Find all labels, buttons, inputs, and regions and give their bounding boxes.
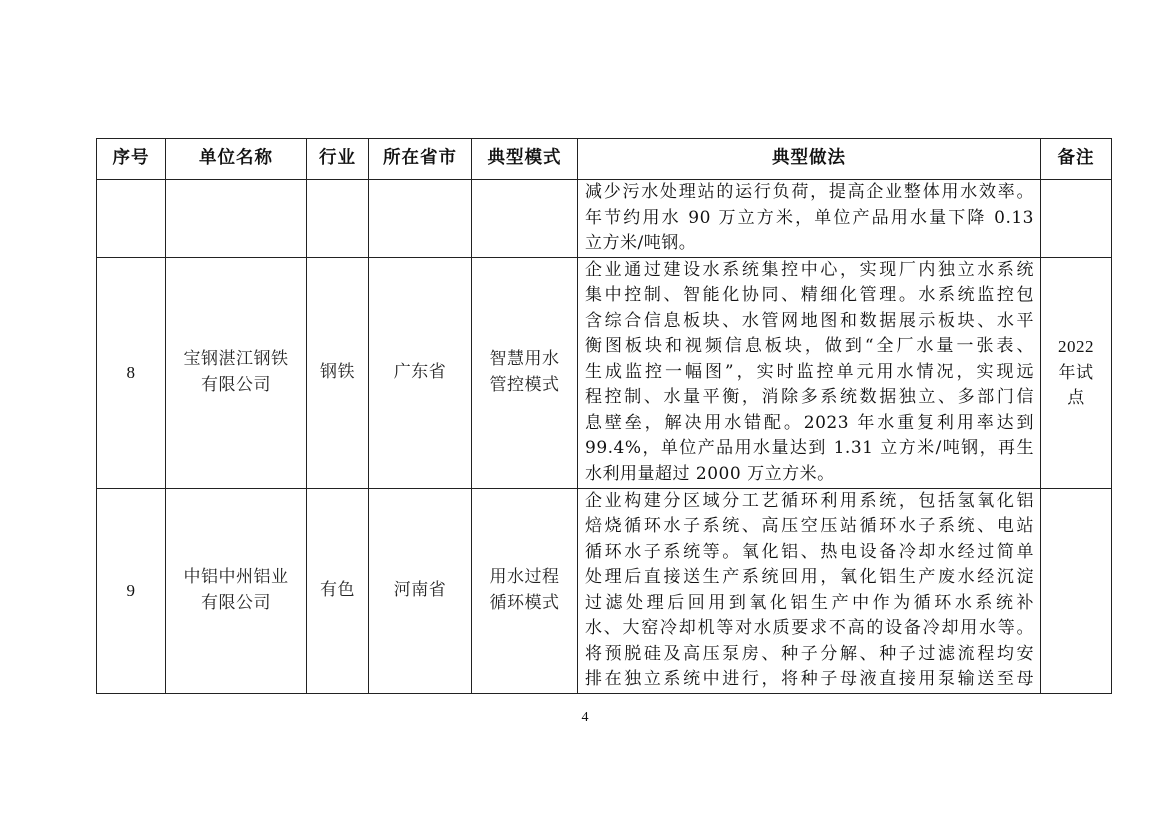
row-mode — [472, 180, 578, 258]
header-index: 序号 — [97, 139, 166, 180]
row-practice — [578, 488, 1041, 693]
mode-line: 循环模式 — [489, 592, 560, 613]
practice-line: 过滤处理后回用到氧化铝生产中作为循环水系统补 — [585, 592, 1034, 613]
mode-line: 用水过程 — [489, 567, 560, 587]
header-note: 备注 — [1041, 139, 1112, 180]
header-province: 所在省市 — [369, 139, 472, 180]
practice-line: 减少污水处理站的运行负荷，提高企业整体用水效率。 — [585, 182, 1034, 202]
header-unit-name: 单位名称 — [166, 139, 307, 180]
practice-line: 集中控制、智能化协同、精细化管理。水系统监控包 — [585, 285, 1034, 306]
practice-line: 处理后直接送生产系统回用，氧化铝生产废水经沉淀 — [585, 567, 1034, 587]
table-row — [97, 180, 1112, 258]
row-industry — [307, 180, 369, 258]
row-province — [369, 180, 472, 258]
note-line: 年试 — [1058, 362, 1094, 382]
table-row — [97, 257, 1112, 488]
row-mode — [472, 257, 578, 488]
practice-line: 含综合信息板块、水管网地图和数据展示板块、水平 — [585, 310, 1034, 331]
unit-name-line: 有限公司 — [201, 374, 271, 395]
note-line: 点 — [1067, 388, 1085, 408]
row-mode — [472, 488, 578, 693]
row-practice — [578, 257, 1041, 488]
practice-line: 息壁垒，解决用水错配。2023 年水重复利用率达到 — [585, 412, 1034, 433]
row-index — [97, 180, 166, 258]
header-mode: 典型模式 — [472, 139, 578, 180]
row-practice — [578, 180, 1041, 258]
practice-line: 将预脱硅及高压泵房、种子分解、种子过滤流程均安 — [585, 643, 1034, 664]
header-industry: 行业 — [307, 139, 369, 180]
page-number: 4 — [581, 710, 589, 725]
unit-name-line: 中铝中州铝业 — [183, 567, 289, 587]
row-unit-name — [166, 488, 307, 693]
row-province: 广东省 — [369, 257, 472, 488]
row-province: 河南省 — [369, 488, 472, 693]
practice-line: 水利用量超过 2000 万立方米。 — [585, 463, 835, 484]
mode-line: 智慧用水 — [489, 349, 560, 369]
practice-line: 循环水子系统等。氧化铝、热电设备冷却水经过简单 — [585, 541, 1034, 562]
row-unit-name — [166, 180, 307, 258]
header-practice: 典型做法 — [578, 139, 1041, 180]
practice-line: 生成监控一幅图”，实时监控单元用水情况，实现远 — [585, 361, 1034, 382]
practice-line: 立方米/吨钢。 — [585, 233, 697, 253]
practice-line: 焙烧循环水子系统、高压空压站循环水子系统、电站 — [585, 516, 1034, 536]
practice-line: 程控制、水量平衡，消除多系统数据独立、多部门信 — [585, 387, 1034, 408]
row-index: 8 — [97, 257, 166, 488]
practice-line: 企业通过建设水系统集控中心，实现厂内独立水系统 — [585, 259, 1034, 280]
note-line: 2022 — [1058, 337, 1094, 357]
unit-name-line: 宝钢湛江钢铁 — [183, 349, 289, 369]
practice-line: 企业构建分区域分工艺循环利用系统，包括氢氧化铝 — [585, 490, 1034, 511]
practice-line: 排在独立系统中进行，将种子母液直接用泵输送至母 — [585, 669, 1034, 689]
table-row — [97, 488, 1112, 693]
table-header-row — [97, 139, 1112, 180]
practice-line: 99.4%，单位产品用水量达到 1.31 立方米/吨钢，再生 — [585, 438, 1034, 459]
practice-line: 衡图板块和视频信息板块，做到“全厂水量一张表、 — [585, 336, 1034, 357]
row-note — [1041, 257, 1112, 488]
practice-line: 年节约用水 90 万立方米，单位产品用水量下降 0.13 — [585, 207, 1034, 228]
mode-line: 管控模式 — [489, 374, 560, 395]
row-note — [1041, 488, 1112, 693]
row-industry: 有色 — [307, 488, 369, 693]
row-industry: 钢铁 — [307, 257, 369, 488]
practice-line: 水、大窑冷却机等对水质要求不高的设备冷却用水等。 — [585, 618, 1034, 638]
typical-cases-table — [96, 138, 1112, 694]
row-note — [1041, 180, 1112, 258]
unit-name-line: 有限公司 — [201, 592, 271, 613]
row-index: 9 — [97, 488, 166, 693]
row-unit-name — [166, 257, 307, 488]
